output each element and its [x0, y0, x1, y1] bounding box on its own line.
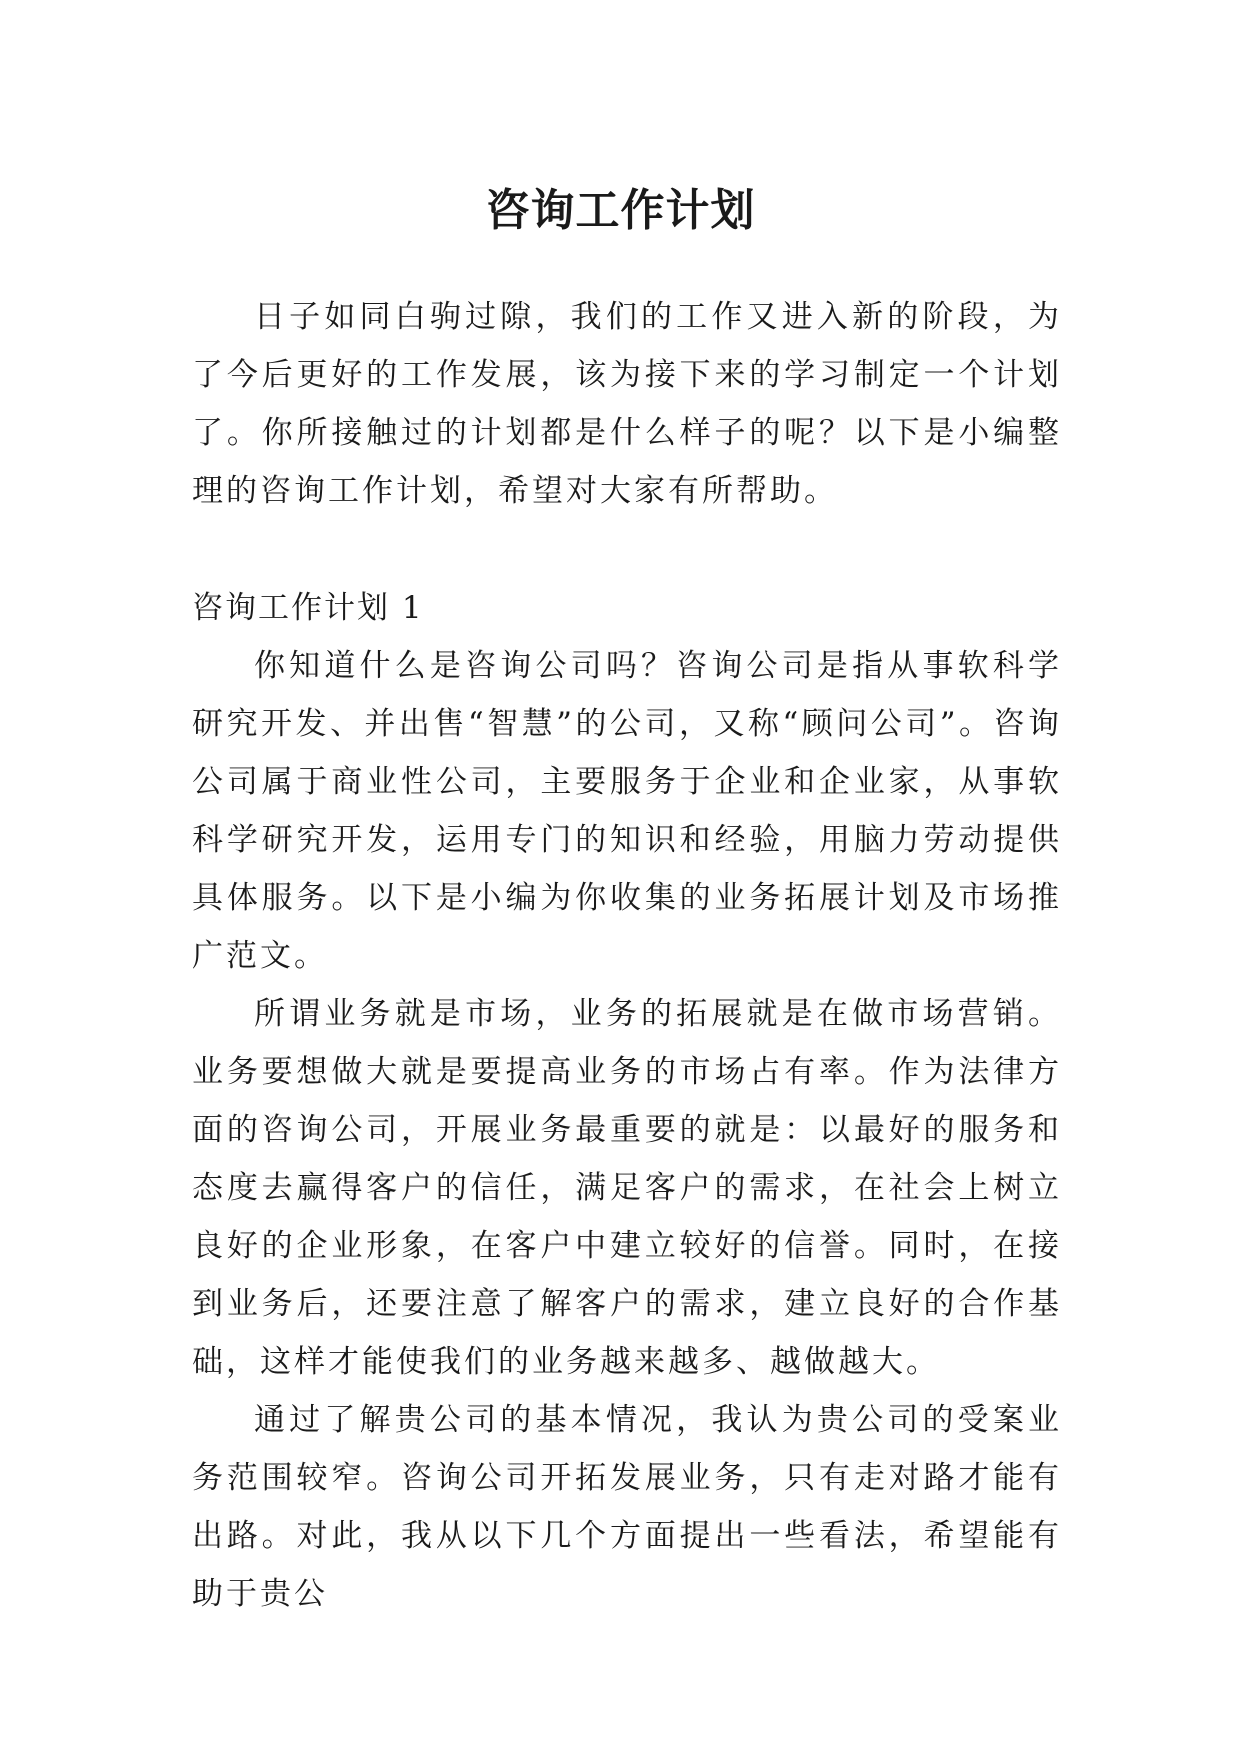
section-heading: 咨询工作计划 1: [192, 590, 424, 626]
body-paragraph-1: 你知道什么是咨询公司吗？咨询公司是指从事软科学研究开发、并出售“智慧”的公司，又称“顾问公司”。咨询公司属于商业性公司，主要服务于企业和企业家，从事软科学研究开发，运用专门的知识和经验，用脑力劳动提供具体服务。以下是小编为你收集的业务拓展计划及市场推广范文。: [192, 648, 1062, 974]
body-paragraph-2: 所谓业务就是市场，业务的拓展就是在做市场营销。业务要想做大就是要提高业务的市场占有率。作为法律方面的咨询公司，开展业务最重要的就是：以最好的服务和态度去赢得客户的信任，满足客户的需求，在社会上树立良好的企业形象，在客户中建立较好的信誉。同时，在接到业务后，还要注意了解客户的需求，建立良好的合作基础，这样才能使我们的业务越来越多、越做越大。: [192, 996, 1062, 1380]
document-body: [192, 288, 1062, 1623]
body-paragraph-3: 通过了解贵公司的基本情况，我认为贵公司的受案业务范围较窄。咨询公司开拓发展业务，只有走对路才能有出路。对此，我从以下几个方面提出一些看法，希望能有助于贵公: [192, 1402, 1062, 1612]
intro-paragraph: 日子如同白驹过隙，我们的工作又进入新的阶段，为了今后更好的工作发展，该为接下来的学习制定一个计划了。你所接触过的计划都是什么样子的呢？以下是小编整理的咨询工作计划，希望对大家有所帮助。: [192, 299, 1062, 509]
document-title: 咨询工作计划: [485, 185, 756, 237]
